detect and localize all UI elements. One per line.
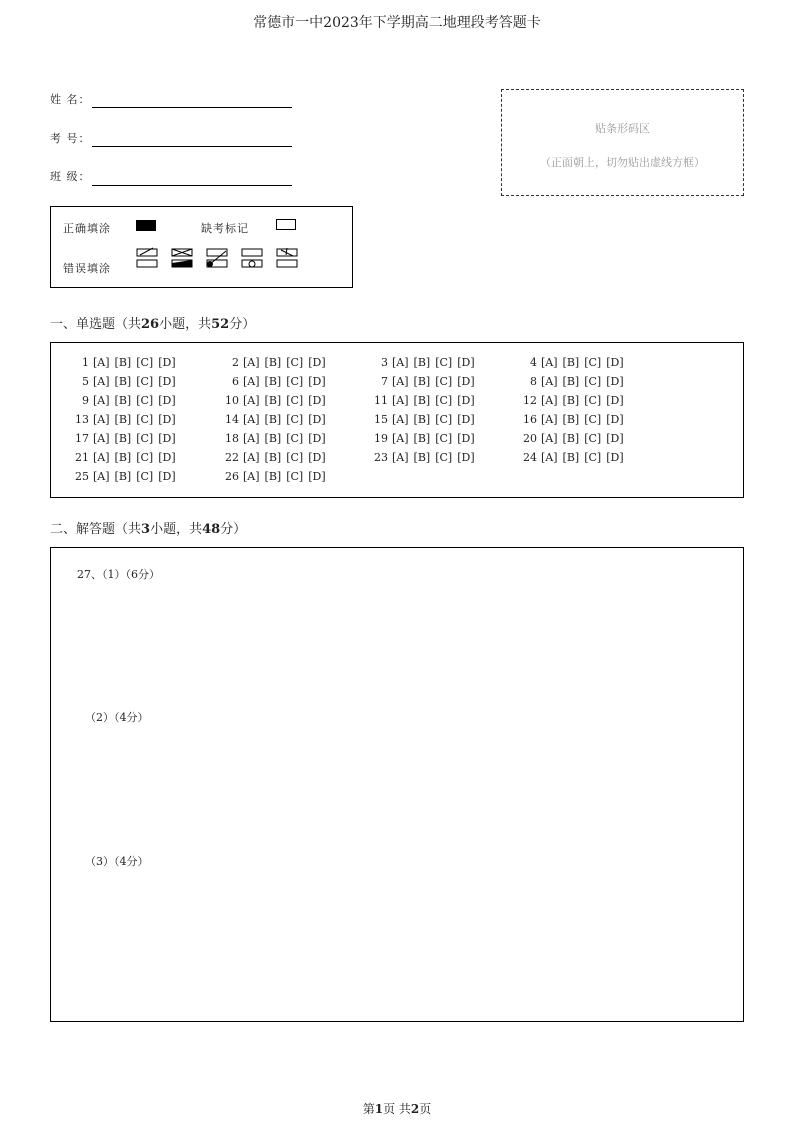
option-bubble[interactable]: [A] [541, 432, 558, 445]
question-number: 3 [381, 356, 388, 369]
option-bubble[interactable]: [D] [158, 375, 176, 388]
option-bubble[interactable]: [B] [114, 451, 132, 464]
option-bubble[interactable]: [C] [136, 451, 154, 464]
option-bubble[interactable]: [D] [158, 413, 176, 426]
question-number: 17 [75, 432, 89, 445]
option-bubble[interactable]: [C] [136, 394, 154, 407]
option-bubble[interactable]: [D] [158, 451, 176, 464]
question-number: 14 [225, 413, 239, 426]
option-bubble[interactable]: [A] [93, 375, 110, 388]
multiple-choice-box [50, 342, 744, 498]
option-bubble[interactable]: [D] [606, 394, 624, 407]
option-bubble[interactable]: [D] [308, 432, 326, 445]
option-bubble[interactable]: [A] [541, 375, 558, 388]
option-bubble[interactable]: [C] [286, 432, 304, 445]
option-bubble[interactable]: [D] [606, 451, 624, 464]
question-number: 8 [530, 375, 537, 388]
option-bubble[interactable]: [A] [93, 451, 110, 464]
option-bubble[interactable]: [D] [457, 432, 475, 445]
option-bubble[interactable]: [B] [562, 413, 580, 426]
correct-fill-sample [136, 220, 156, 231]
option-bubble[interactable]: [B] [264, 432, 282, 445]
question-16 [513, 413, 629, 426]
answer-box[interactable] [50, 547, 744, 1022]
option-bubble[interactable]: [C] [286, 375, 304, 388]
question-23 [364, 451, 480, 464]
option-bubble[interactable]: [B] [562, 451, 580, 464]
q27-part1-label: 27、（1）（6分） [77, 568, 160, 581]
option-bubble[interactable]: [D] [308, 394, 326, 407]
wrong-fill-samples [136, 247, 306, 271]
option-bubble[interactable]: [B] [562, 356, 580, 369]
question-number: 9 [82, 394, 89, 407]
option-bubble[interactable]: [A] [392, 375, 409, 388]
wrong-fill-label: 错误填涂 [63, 262, 111, 275]
exam-number-label: 考 号： [50, 132, 91, 145]
class-field[interactable] [92, 185, 292, 186]
question-number: 6 [232, 375, 239, 388]
question-6 [215, 375, 331, 388]
option-bubble[interactable]: [D] [308, 375, 326, 388]
option-bubble[interactable]: [A] [93, 413, 110, 426]
absent-mark-label: 缺考标记 [201, 222, 249, 235]
option-bubble[interactable]: [C] [136, 413, 154, 426]
option-bubble[interactable]: [A] [392, 432, 409, 445]
option-bubble[interactable]: [B] [114, 432, 132, 445]
option-bubble[interactable]: [D] [308, 451, 326, 464]
option-bubble[interactable]: [C] [286, 470, 304, 483]
option-bubble[interactable]: [C] [435, 432, 453, 445]
absent-mark-box[interactable] [276, 219, 296, 230]
option-bubble[interactable]: [D] [158, 470, 176, 483]
question-11 [364, 394, 480, 407]
option-bubble[interactable]: [D] [457, 451, 475, 464]
option-bubble[interactable]: [C] [286, 356, 304, 369]
correct-fill-label: 正确填涂 [63, 222, 111, 235]
option-bubble[interactable]: [C] [435, 356, 453, 369]
question-12 [513, 394, 629, 407]
question-number: 22 [225, 451, 239, 464]
option-bubble[interactable]: [A] [243, 375, 260, 388]
option-bubble[interactable]: [C] [584, 356, 602, 369]
option-bubble[interactable]: [C] [584, 432, 602, 445]
question-number: 5 [82, 375, 89, 388]
option-bubble[interactable]: [D] [158, 432, 176, 445]
question-number: 10 [225, 394, 239, 407]
question-8 [513, 375, 629, 388]
option-bubble[interactable]: [A] [243, 432, 260, 445]
question-number: 4 [530, 356, 537, 369]
question-number: 24 [523, 451, 537, 464]
option-bubble[interactable]: [C] [435, 413, 453, 426]
option-bubble[interactable]: [A] [392, 356, 409, 369]
option-bubble[interactable]: [A] [541, 451, 558, 464]
option-bubble[interactable]: [D] [158, 394, 176, 407]
option-bubble[interactable]: [C] [435, 375, 453, 388]
question-7 [364, 375, 480, 388]
q27-part3-label: （3）（4分） [85, 855, 149, 868]
option-bubble[interactable]: [B] [562, 375, 580, 388]
option-bubble[interactable]: [A] [243, 451, 260, 464]
option-bubble[interactable]: [C] [136, 432, 154, 445]
question-14 [215, 413, 331, 426]
option-bubble[interactable]: [A] [243, 394, 260, 407]
class-label: 班 级： [50, 170, 91, 183]
option-bubble[interactable]: [B] [114, 375, 132, 388]
question-number: 19 [374, 432, 388, 445]
question-22 [215, 451, 331, 464]
question-20 [513, 432, 629, 445]
option-bubble[interactable]: [D] [308, 356, 326, 369]
option-bubble[interactable]: [C] [136, 375, 154, 388]
option-bubble[interactable]: [B] [562, 432, 580, 445]
option-bubble[interactable]: [C] [286, 451, 304, 464]
option-bubble[interactable]: [A] [392, 394, 409, 407]
section1-heading: 一、单选题（共26小题，共52分） [50, 317, 256, 332]
option-bubble[interactable]: [B] [413, 394, 431, 407]
option-bubble[interactable]: [D] [457, 375, 475, 388]
option-bubble[interactable]: [C] [136, 356, 154, 369]
page-title: 常德市一中2023年下学期高二地理段考答题卡 [253, 15, 541, 31]
option-bubble[interactable]: [C] [584, 375, 602, 388]
name-label: 姓 名： [50, 93, 91, 106]
question-17 [65, 432, 181, 445]
option-bubble[interactable]: [A] [93, 394, 110, 407]
question-3 [364, 356, 480, 369]
question-25 [65, 470, 181, 483]
option-bubble[interactable]: [D] [457, 356, 475, 369]
question-number: 2 [232, 356, 239, 369]
option-bubble[interactable]: [B] [114, 413, 132, 426]
option-bubble[interactable]: [B] [264, 375, 282, 388]
option-bubble[interactable]: [A] [243, 356, 260, 369]
option-bubble[interactable]: [A] [392, 413, 409, 426]
option-bubble[interactable]: [B] [413, 432, 431, 445]
question-2 [215, 356, 331, 369]
question-19 [364, 432, 480, 445]
option-bubble[interactable]: [A] [541, 413, 558, 426]
question-18 [215, 432, 331, 445]
option-bubble[interactable]: [A] [93, 470, 110, 483]
question-number: 15 [374, 413, 388, 426]
question-5 [65, 375, 181, 388]
option-bubble[interactable]: [D] [606, 413, 624, 426]
option-bubble[interactable]: [C] [286, 394, 304, 407]
question-24 [513, 451, 629, 464]
question-10 [215, 394, 331, 407]
option-bubble[interactable]: [B] [264, 394, 282, 407]
question-number: 1 [82, 356, 89, 369]
option-bubble[interactable]: [D] [606, 432, 624, 445]
option-bubble[interactable]: [D] [457, 413, 475, 426]
question-number: 7 [381, 375, 388, 388]
question-21 [65, 451, 181, 464]
option-bubble[interactable]: [B] [114, 356, 132, 369]
page-footer: 第1页 共2页 [362, 1102, 432, 1116]
option-bubble[interactable]: [A] [243, 413, 260, 426]
barcode-instruction: （正面朝上，切勿贴出虚线方框） [540, 156, 705, 169]
question-number: 26 [225, 470, 239, 483]
option-bubble[interactable]: [C] [136, 470, 154, 483]
option-bubble[interactable]: [B] [413, 451, 431, 464]
question-number: 11 [374, 394, 388, 407]
question-number: 21 [75, 451, 89, 464]
option-bubble[interactable]: [B] [264, 451, 282, 464]
option-bubble[interactable]: [B] [562, 394, 580, 407]
question-26 [215, 470, 331, 483]
exam-number-field[interactable] [92, 146, 292, 147]
option-bubble[interactable]: [C] [286, 413, 304, 426]
option-bubble[interactable]: [A] [541, 394, 558, 407]
option-bubble[interactable]: [A] [541, 356, 558, 369]
option-bubble[interactable]: [B] [264, 470, 282, 483]
question-9 [65, 394, 181, 407]
option-bubble[interactable]: [D] [308, 413, 326, 426]
barcode-title: 贴条形码区 [595, 122, 650, 135]
question-number: 13 [75, 413, 89, 426]
option-bubble[interactable]: [D] [606, 375, 624, 388]
option-bubble[interactable]: [C] [584, 451, 602, 464]
question-4 [513, 356, 629, 369]
option-bubble[interactable]: [B] [114, 470, 132, 483]
question-15 [364, 413, 480, 426]
option-bubble[interactable]: [C] [435, 394, 453, 407]
option-bubble[interactable]: [C] [435, 451, 453, 464]
question-number: 12 [523, 394, 537, 407]
question-number: 20 [523, 432, 537, 445]
option-bubble[interactable]: [A] [93, 356, 110, 369]
option-bubble[interactable]: [A] [392, 451, 409, 464]
option-bubble[interactable]: [C] [584, 394, 602, 407]
option-bubble[interactable]: [D] [606, 356, 624, 369]
question-number: 25 [75, 470, 89, 483]
question-number: 18 [225, 432, 239, 445]
q27-part2-label: （2）（4分） [85, 711, 149, 724]
filling-legend [50, 206, 353, 288]
name-field[interactable] [92, 107, 292, 108]
option-bubble[interactable]: [A] [93, 432, 110, 445]
option-bubble[interactable]: [D] [457, 394, 475, 407]
option-bubble[interactable]: [A] [243, 470, 260, 483]
option-bubble[interactable]: [C] [584, 413, 602, 426]
option-bubble[interactable]: [B] [413, 356, 431, 369]
question-number: 16 [523, 413, 537, 426]
option-bubble[interactable]: [B] [413, 413, 431, 426]
option-bubble[interactable]: [B] [264, 413, 282, 426]
option-bubble[interactable]: [B] [114, 394, 132, 407]
option-bubble[interactable]: [B] [413, 375, 431, 388]
barcode-area [501, 89, 744, 196]
question-1 [65, 356, 181, 369]
option-bubble[interactable]: [D] [308, 470, 326, 483]
option-bubble[interactable]: [B] [264, 356, 282, 369]
question-13 [65, 413, 181, 426]
option-bubble[interactable]: [D] [158, 356, 176, 369]
question-number: 23 [374, 451, 388, 464]
section2-heading: 二、解答题（共3小题，共48分） [50, 522, 247, 537]
